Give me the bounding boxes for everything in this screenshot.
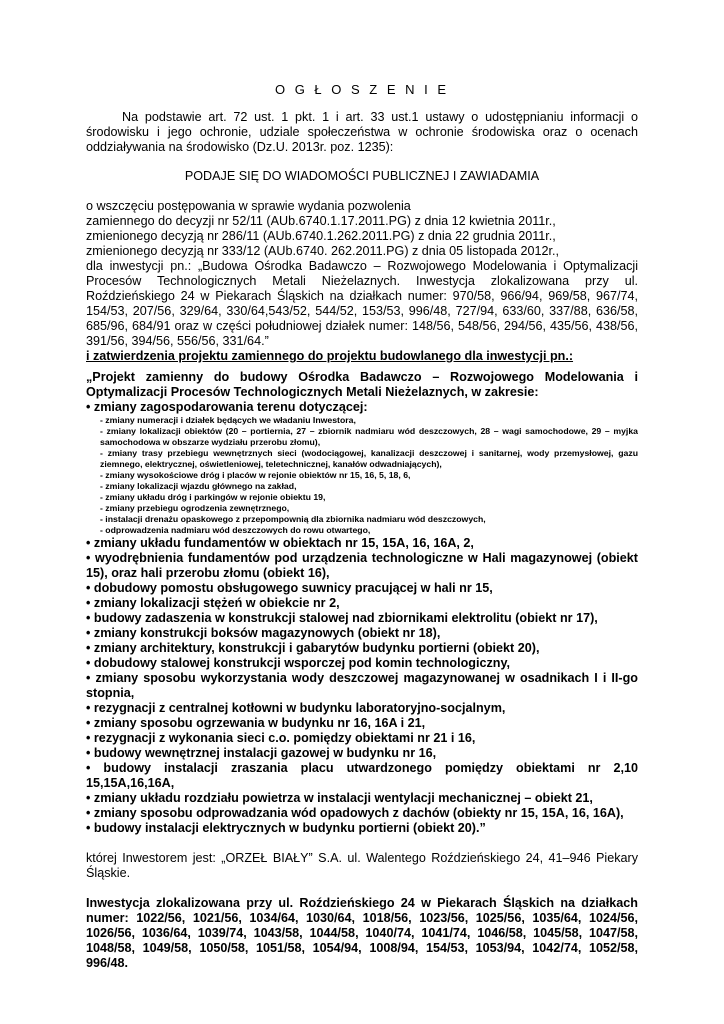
scope-bullet: • zmiany lokalizacji stężeń w obiekcie nr 2, (86, 596, 340, 610)
scope-bullet: • zmiany sposobu ogrzewania w budynku nr 16, 16A i 21, (86, 716, 426, 730)
scope-bullet: • zmiany sposobu wykorzystania wody deszczowej magazynowanej w osadnikach I i II-go stopnia, (86, 671, 638, 700)
location-paragraph: Inwestycja zlokalizowana przy ul. Roździeńskiego 24 w Piekarach Śląskich na działkach numer: 1022/56, 1021/56, 1034/64, 1030/64, 1018/56, 1023/56, 1025/56, 1035/64, 1024/56, 1026/56, 1036/64, 1039/74, 1043/58, 1044/58, 1040/74, 1041/74, 1046/58, 1045/58, 1047/58, 1048/58, 1049/58, 1050/58, 1051/58, 1054/94, 1008/94, 154/53, 1053/94, 1042/74, 1052/58, 996/48. (86, 896, 638, 970)
scope-bullet-list (86, 536, 638, 836)
land-change-bullet: • zmiany zagospodarowania terenu dotyczącej: (86, 400, 368, 414)
scope-bullet: • budowy instalacji zraszania placu utwardzonego pomiędzy obiektami nr 2,10 15,15A,16,16A, (86, 761, 638, 790)
scope-bullet: • zmiany układu fundamentów w obiektach nr 15, 15A, 16, 16A, 2, (86, 536, 474, 550)
sub-list-item: - zmiany wysokościowe dróg i placów w rejonie obiektów nr 15, 16, 5, 18, 6, (100, 470, 411, 480)
sub-list-item: - instalacji drenażu opaskowego z przepompownią dla zbiornika nadmiaru wód deszczowych, (100, 514, 486, 524)
scope-bullet: • budowy zadaszenia w konstrukcji stalowej nad zbiornikami elektrolitu (obiekt nr 17), (86, 611, 598, 625)
scope-bullet: • zmiany sposobu odprowadzania wód opadowych z dachów (obiekty nr 15, 15A, 16, 16A), (86, 806, 624, 820)
proceeding-line: o wszczęciu postępowania w sprawie wydania pozwolenia (86, 199, 411, 213)
scope-bullet: • dobudowy stalowej konstrukcji wsporczej pod komin technologiczny, (86, 656, 511, 670)
investment-paragraph: dla inwestycji pn.: „Budowa Ośrodka Badawczo – Rozwojowego Modelowania i Optymalizacji Procesów Technologicznych Metali Nieżelaznych. Inwestycja zlokalizowana przy ul. Roździeńskiego 24 w Piekarach Śląskich na działkach numer: 970/58, 966/94, 969/58, 967/74, 154/53, 207/56, 329/64, 330/64,543/52, 544/52, 153/53, 996/48, 727/94, 633/60, 337/88, 636/58, 685/96, 684/91 oraz w części południowej działek numer: 148/56, 548/56, 294/56, 435/56, 438/56, 391/56, 394/56, 556/56, 331/64.” (86, 259, 638, 348)
investor-paragraph: której Inwestorem jest: „ORZEŁ BIAŁY” S.A. ul. Walentego Roździeńskiego 24, 41–946 Piekary Śląskie. (86, 851, 638, 880)
public-notice-heading: PODAJE SIĘ DO WIADOMOŚCI PUBLICZNEJ I ZAWIADAMIA (184, 169, 540, 183)
approval-line: i zatwierdzenia projektu zamiennego do projektu budowlanego dla inwestycji pn.: (86, 349, 574, 363)
scope-bullet: • rezygnacji z centralnej kotłowni w budynku laboratoryjno-socjalnym, (86, 701, 506, 715)
scope-bullet: • dobudowy pomostu obsługowego suwnicy pracującej w hali nr 15, (86, 581, 493, 595)
sub-list-item: - zmiany lokalizacji obiektów (20 – portiernia, 27 – zbiornik nadmiaru wód deszczowych, 28 – wagi samochodowe, 29 – myjka samochodowa w obszarze wydziału przerobu złomu), (100, 426, 638, 447)
legal-basis-paragraph: Na podstawie art. 72 ust. 1 pkt. 1 i art. 33 ust.1 ustawy o udostępnianiu informacji o środowisku i jego ochronie, udziale społeczeństwa w ochronie środowiska oraz o ocenach oddziaływania na środowisko (Dz.U. 2013r. poz. 1235): (86, 110, 638, 154)
sub-list-item: - odprowadzenia nadmiaru wód deszczowych do rowu otwartego, (100, 525, 371, 535)
scope-bullet: • zmiany układu rozdziału powietrza w instalacji wentylacji mechanicznej – obiekt 21, (86, 791, 593, 805)
scope-bullet: • budowy wewnętrznej instalacji gazowej w budynku nr 16, (86, 746, 437, 760)
project-title-quote: „Projekt zamienny do budowy Ośrodka Badawczo – Rozwojowego Modelowania i Optymalizacji Procesów Technologicznych Metali Nieżelaznych, w zakresie: (86, 370, 638, 399)
sub-list-item: - zmiany lokalizacji wjazdu głównego na zakład, (100, 481, 297, 491)
sub-list-item: - zmiany układu dróg i parkingów w rejonie obiektu 19, (100, 492, 326, 502)
scope-bullet: • wyodrębnienia fundamentów pod urządzenia technologiczne w Hali magazynowej (obiekt 15), oraz hali przerobu złomu (obiekt 16), (86, 551, 638, 580)
sub-list-item: - zmiany przebiegu ogrodzenia zewnętrznego, (100, 503, 290, 513)
announcement-document (86, 82, 638, 971)
scope-bullet: • budowy instalacji elektrycznych w budynku portierni (obiekt 20).” (86, 821, 486, 835)
document-title: O G Ł O S Z E N I E (274, 82, 450, 97)
land-change-sub-list (86, 415, 638, 536)
proceeding-line: zamiennego do decyzji nr 52/11 (AUb.6740.1.17.2011.PG) z dnia 12 kwietnia 2011r., (86, 214, 556, 228)
scope-bullet: • zmiany konstrukcji boksów magazynowych (obiekt nr 18), (86, 626, 441, 640)
scope-bullet: • zmiany architektury, konstrukcji i gabarytów budynku portierni (obiekt 20), (86, 641, 540, 655)
sub-list-item: - zmiany numeracji i działek będących we władaniu Inwestora, (100, 415, 356, 425)
proceeding-line: zmienionego decyzją nr 333/12 (AUb.6740. 262.2011.PG) z dnia 05 listopada 2012r., (86, 244, 560, 258)
proceeding-line: zmienionego decyzją nr 286/11 (AUb.6740.1.262.2011.PG) z dnia 22 grudnia 2011r., (86, 229, 556, 243)
scope-bullet: • rezygnacji z wykonania sieci c.o. pomiędzy obiektami nr 21 i 16, (86, 731, 476, 745)
proceeding-block (86, 199, 638, 364)
sub-list-item: - zmiany trasy przebiegu wewnętrznych sieci (wodociągowej, kanalizacji deszczowej i sanitarnej, wody przemysłowej, gazu ziemnego, elektrycznej, oświetleniowej, teletechnicznej, kanałów odwadniających), (100, 448, 638, 469)
